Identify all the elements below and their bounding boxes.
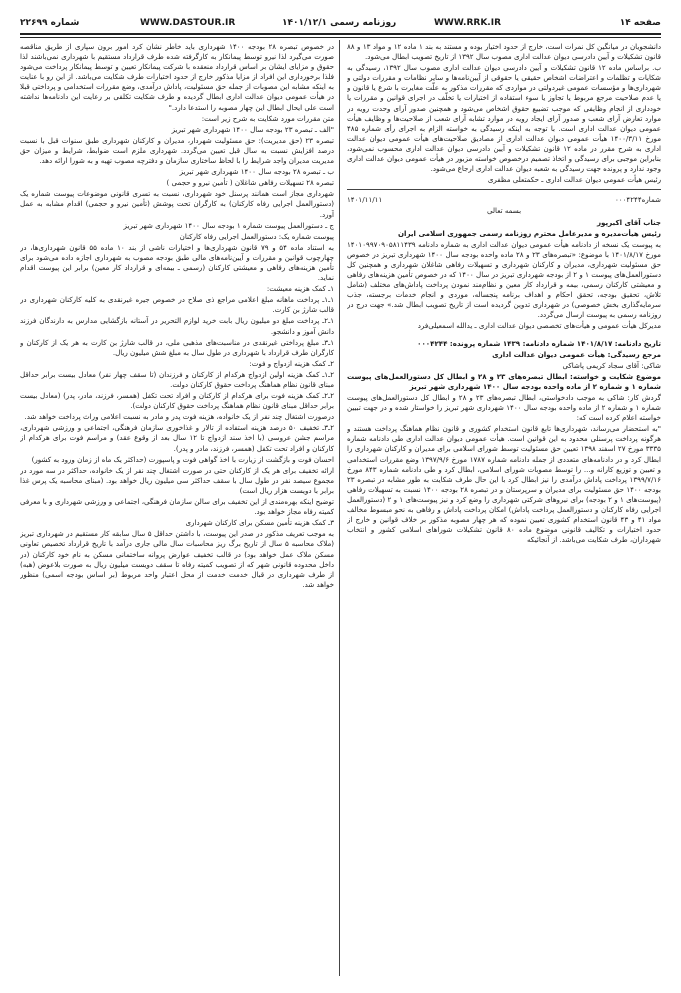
paragraph: ۱ـ۳ـ مبلغ پرداختی غیرنقدی در مناسبت‌های مذهبی ملی، در قالب شارژ بن کارت به هر یک از کارکنان و کارگران طرف قرارداد با شهرداری در طول سال به مبلغ شش میلیون ریال. [20, 337, 334, 357]
section-divider [347, 189, 661, 190]
signature-line: مدیرکل هیأت عمومی و هیأت‌های تخصصی دیوان عدالت اداری ـ یدالله اسمعیلی‌فرد [417, 321, 661, 331]
addressee: جناب آقای اکبرپور [596, 217, 661, 227]
paragraph: به موجب تعریف مذکور در صدر این پیوست، با داشتن حداقل ۵ سال سابقه کار مستقیم در شهرداری تبریز (ملاک محاسبه ۵ سال از تاریخ برگ ریز محاسبات سال مالی جاری درآمد با تاریخ قرارداد تخصیص تعاونی مسکن ملاک عمل خواهد بود) در قالب تخفیف عوارض پروانه ساختمانی مسکن به نام خود کارکنان (در داخل محدوده قانونی شهر که از تصویب کمیته رفاه تا سقف دویست میلیون ریال به صورت بلاعوض (هبه) از طرف شهرداری در قبال خدمت خدمت از محل اعتبار واحد مربوط (بر اساس بودجه اسمی) منظور خواهد شد. [20, 529, 334, 589]
paragraph: احسان فوت و بازگشت از زیارت با اخذ گواهی فوت و پاسپورت (حداکثر یک ماه از زمان ورود به کشور) [31, 454, 334, 464]
paragraph: شهرداری مجاز است همانند پرسنل خود شهرداری، نسبت به تسری قانونی موضوعات پیوست شماره یک (دستورالعمل اجرایی رفاه کارکنان) به کارگران تحت پوشش (تأمین نیرو و حجمی) اقدام مشابه به عمل آورد. [20, 189, 334, 219]
paragraph: ۳ـ کمک هزینه تأمین مسکن برای کارکنان شهرداری [185, 518, 334, 528]
paragraph: ۲ـ کمک هزینه ازدواج و فوت: [249, 358, 334, 368]
paragraph: متن مقررات مورد شکایت به شرح زیر است: [201, 113, 334, 123]
paragraph: در خصوص تبصره ۲۸ بودجه ۱۴۰۰ شهرداری باید خاطر نشان کرد امور برون سپاری از طریق مناقصه صورت می‌گیرد لذا نیرو توسط پیمانکار به کارگرفته شده طرف قرارداد مستقیم با شهرداری نمی‌باشند لذا حقوق و مزایای ایشان بر اساس قرارداد منعقده با شرکت پیمانکار تعیین و توسط پیمانکار پرداخت می‌شود فلذا برخورداری این افراد از مزایا مذکور خارج از حدود اختیارات طرف شکایت می‌باشد. از این رو با عنایت به اینکه مشابه این مصوبات از جمله حق مسئولیت، پاداش درآمدی، وضع مقررات استخدامی و پرداختی قبلا در هیأت عمومی دیوان عدالت اداری ابطال گردیده و طرف شکایت تکلفی بر رعایت این دادنامه‌ها نداشته است علی ایحال ابطال این چهار مصوبه را استدعا دارد." [20, 42, 334, 112]
paragraph: تبصره ۲۳ (حق مدیریت): حق مسئولیت شهردار، مدیران و کارکنان شهرداری طبق سنوات قبل با نسبت درصد افزایش نسبت به سال قبل تعیین می‌گردد. شهرداری ملزم است ضوابط، شرایط و میزان حق مدیریت مدیران واجد شرایط را با لحاظ ساختاری سازمان و دفترچه مصوب تهیه و به شورا ارائه دهد. [20, 135, 334, 166]
page-header [20, 18, 661, 32]
issue-date-title: روزنامه رسمی ۱۴۰۱/۱۲/۱ [282, 18, 397, 28]
paragraph: ۱ـ۲ـ پرداخت مبلغ دو میلیون ریال بابت خرید لوازم التحریر در آستانه بازگشایی مدارس به دارندگان فرزند دانش آموز و دانشجو. [20, 316, 334, 336]
page-number-label: صفحه ۱۴ [619, 18, 661, 28]
right-column [347, 42, 661, 976]
paragraph: گردش کار: شاکی به موجب دادخواستی، ابطال تبصره‌های ۲۳ و ۲۸ و ابطال کل دستورالعمل‌های پیوست شماره ۱ و شماره ۲ از ماده واحده بودجه سال ۱۴۰۰ شهرداری شهر تبریز را خواستار شده و در جهت تبیین خواسته اعلام کرده است که: [347, 393, 661, 423]
paragraph: دانشجویان در میانگین کل نمرات است، خارج از حدود اختیار بوده و مستند به بند ۱ ماده ۱۲ و مواد ۱۳ و ۸۸ قانون تشکیلات و آیین دادرسی دیوان عدالت اداری مصوب سال ۱۳۹۲ از تاریخ تصویب ابطال می‌شود. [347, 42, 661, 62]
paragraph: ارائه تخفیف برای هر یک از کارکنان حتی در صورت اشتغال چند نفر از یک خانواده، حداکثر در سه مورد در مجموع سیصد نفر در طول سال با سقف حداکثر سی میلیون ریال خواهد بود. (مبنای محاسبه یک پرس غذا برابر با دویست هزار ریال است) [20, 465, 334, 495]
header-rule-thin [20, 37, 661, 38]
paragraph: ۱ـ۱ـ پرداخت ماهانه مبلغ اعلامی مراجع ذی صلاح در خصوص جیره غیرنقدی به کلیه کارکنان شهرداری در قالب شارژ بن کارت. [20, 295, 334, 315]
header-rule [20, 33, 661, 35]
paragraph: "به استحضار می‌رساند، شهرداری‌ها تابع قانون استخدام کشوری و قانون نظام هماهنگ پرداخت هستند و هرگونه پرداخت پرسنلی محدود به این قوانین است. هیأت عمومی دیوان عدالت اداری طی دادنامه شماره ۳۳۳۵ مورخ ۲۷ اسفند ۱۳۹۸ تعیین حق مسئولیت توسط شورای اسلامی برای مدیران و کارکنان شهرداری را ابطال کرد و در دادنامه‌های متعددی از جمله دادنامه شماره ۱۷۸۷ مورخ ۱۳۹۷/۹/۶ وضع مقررات استخدامی و تعیین و توزیع کارانه و... را توسط مصوبات شورای اسلامی، ابطال کرد و طی دادنامه شماره ۸۴۳ مورخ ۱۳۹۹/۷/۱۶ پرداخت پاداش درآمدی را نیز ابطال کرد با این حال طرف شکایت به طور مشابه در تبصره ۲۳ بودجه ۱۴۰۰ حق مسئولیت برای مدیران و سرپرستان و در تبصره ۲۸ بودجه ۱۴۰۰ نسبت به تسهیلات رفاهی (پیوست‌های ۱ و ۲ بودجه) برای نیروهای شرکتی شهرداری را وضع کرد و نیز پیوست‌های ۱ و ۲ (دستورالعمل اجرایی رفاه کارکنان و دستورالعمل پرداخت پاداش) امکان پرداخت پاداش و رفاهی به نحو مبسوط مخالف مواد ۴۱ و ۴۳ قانون استخدام کشوری تعیین نموده که هر چهار مصوبه مذکور بر خلاف قوانین و خارج از حدود اختیارات و تکالیف قانونی موضوع ماده ۸۰ قانون تشکیلات شوراهای اسلامی کشور و انتخاب شهرداران، طرف شکایت می‌باشد. از آنجائیکه [347, 424, 661, 545]
paragraph: تبصره ۲۸ تسهیلات رفاهی شاغلان ( تأمین نیرو و حجمی ) [166, 178, 334, 188]
paragraph: به استناد ماده ۵۴ و ۷۹ قانون شهرداری‌ها و اختیارات ناشی از بند ۱۰ ماده ۵۵ قانون شهرداری‌ها، در چهارچوب قوانین و مقررات و آیین‌نامه‌های مالی طبق بودجه مصوب به شهرداری اجازه داده می‌شود برای تأمین هزینه‌های رفاهی و معیشتی کارکنان (رسمی ـ بیمه‌ای و قرارداد کار معین) برابر این پیوست اقدام نماید. [20, 242, 334, 283]
paragraph: ۲ـ۱ـ کمک هزینه اولین ازدواج هرکدام از کارکنان و فرزندان (تا سقف چهار نفر) معادل بیست برابر حداقل مبنای قانون نظام هماهنگ پرداخت حقوق کارکنان دولت. [20, 369, 334, 389]
signature-line: رئیس هیأت عمومی دیوان عدالت اداری ـ حکمتعلی مظفری [487, 175, 661, 185]
ruling-meta: تاریخ دادنامه: ۱۴۰۱/۸/۱۷ شماره دادنامه: ۱۴۳۹ شماره پرونده: ۰۰۰۴۲۴۴ [417, 338, 661, 348]
paragraph: ب. براساس ماده ۱۲ قانون تشکیلات و آیین دادرسی دیوان عدالت اداری مصوب سال ۱۳۹۲، رسیدگی به شکایات و تظلمات و اعتراضات اشخاص حقیقی یا حقوقی از آیین‌نامه‌ها و سایر نظامات و مقررات دولتی و شهرداری‌ها و مؤسسات عمومی غیردولتی در مواردی که مقررات مذکور به علّت مغایرت با شرع یا قانون و یا عدم صلاحیت مرجع مربوط یا تجاوز یا سوء استفاده از اختیارات یا تخلّف در اجرای قوانین و مقررات یا خودداری از انجام وظایفی که موجب تضییع حقوق اشخاص می‌شود و همچنین صدور آرای وحدت رویه در موارد تعارض آرای شعب و صدور آرای ایجاد رویه در موارد تشابه آرای شعب از صلاحیت‌ها و وظایف هیأت عمومی دیوان عدالت اداری است. با توجه به اینکه رسیدگی به خواسته الزام به اجرای رأی شماره ۴۸۵ مورخ ۱۴۰۰/۳/۱۱ هیأت عمومی دیوان عدالت اداری از مصادیق صلاحیت‌های هیأت عمومی دیوان عدالت اداری به شرح مقرر در ماده ۱۲ قانون تشکیلات و آیین دادرسی دیوان عدالت اداری محسوب نمی‌شود، بنابراین موجبی برای رسیدگی و اتخاذ تصمیم درخصوص خواسته مزبور در هیأت عمومی دیوان عدالت اداری وجود ندارد و پرونده جهت رسیدگی به شعبه دیوان عدالت اداری ارجاع می‌شود. [347, 63, 661, 174]
left-column [20, 42, 334, 976]
reference-line [347, 195, 661, 205]
paragraph: درصورت اشتغال چند نفر از یک خانواده، هزینه فوت پدر و مادر به نسبت اعلامی وراث پرداخت خواهد شد. [24, 412, 334, 422]
paragraph: پیوست شماره یک: دستورالعمل اجرایی رفاه کارکنان [179, 231, 334, 241]
paragraph: توضیح اینکه بهره‌مندی از این تخفیف برای سالن سازمان فرهنگی، اجتماعی و ورزشی شهرداری و با معرفی کمیته رفاه مجاز خواهد بود. [20, 497, 334, 517]
basmala: بسمه تعالی [486, 206, 522, 216]
site-url-rrk[interactable]: WWW.RRK.IR [434, 18, 501, 28]
paragraph: ۲ـ۳ـ تخفیف ۵۰ درصد هزینه استفاده از تالار و غذاخوری سازمان فرهنگی، اجتماعی و ورزشی شهرداری، مراسم جشن عروسی (با اخذ سند ازدواج تا ۱۲ سال بعد از وقوع عقد) و مراسم فوت برای هرکدام از کارکنان و افراد تحت تکفل (همسر، فرزند، مادر و پدر). [20, 423, 334, 453]
paragraph: به پیوست یک نسخه از دادنامه هیأت عمومی دیوان عدالت اداری به شماره دادنامه ۱۴۰۱۰۹۹۷۰۹۰۵۸۱۱۴۳۹ مورخ ۱۴۰۱/۸/۱۷ با موضوع: «تبصره‌های ۲۳ و ۲۸ ماده واحده بودجه سال ۱۴۰۰ شهرداری تبریز در خصوص حق مسئولیت شهرداری، مدیران و کارکنان شهرداری و تسهیلات رفاهی شاغلان شهرداری و همچنین کل دستورالعمل‌های پیوست ۱ و ۲ از بودجه شهرداری تبریز در سال ۱۴۰۰ که در خصوص تأمین هزینه‌های رفاهی و معیشتی کارکنان رسمی، بیمه و قرارداد کار معین و نظام‌مند نمودن پرداخت پاداش‌های مختلف (شامل تلاش، تحقیق بودجه، تحقق احکام و اهداف برنامه پنجساله، موردی و انجام خدمات برجسته، جذب سرمایه‌گذاری بخش خصوصی) در شهرداری تدوین گردیده است از تاریخ تصویب ابطال شد.» جهت درج در روزنامه رسمی به پیوست ارسال می‌گردد. [347, 239, 661, 320]
paragraph: ج ـ دستورالعمل پیوست شماره ۱ بودجه سال ۱۴۰۰ شهرداری شهر تبریز [123, 220, 334, 230]
paragraph: ب ـ تبصره ۲۸ بودجه سال ۱۴۰۰ شهرداری شهر تبریز [179, 167, 334, 177]
paragraph: ۲ـ۲ـ کمک هزینه فوت برای هرکدام از کارکنان و افراد تحت تکفل (همسر، فرزند، مادر، پدر) (معادل بیست برابر حداقل مبنای قانون نظام هماهنگ پرداخت حقوق کارکنان دولت). [20, 391, 334, 411]
paragraph: "الف ـ تبصره ۲۳ بودجه سال ۱۴۰۰ شهرداری شهر تبریز [171, 124, 334, 134]
column-divider [339, 40, 340, 976]
paragraph: ۱ـ کمک هزینه معیشت: [266, 284, 334, 294]
plaintiff: شاکی: آقای سجاد کریمی پاشاکی [562, 360, 661, 370]
complaint-subject: موضوع شکایت و خواسته: ابطال تبصره‌های ۲۳ و ۲۸ و ابطال کل دستورالعمل‌های پیوست شماره ۱ و شماره ۲ از ماده واحده بودجه سال ۱۴۰۰ شهرداری شهر تبریز [347, 371, 661, 391]
addressee-title: رئیس هیأت‌مدیره و مدیرعامل محترم روزنامه رسمی جمهوری اسلامی ایران [397, 228, 661, 238]
site-url-dastour[interactable]: WWW.DASTOUR.IR [140, 18, 236, 28]
letter-number: شماره۰۰۰۴۲۴۴ [614, 195, 661, 205]
letter-date: ۱۴۰۱/۱۱/۱۱ [347, 195, 383, 205]
ruling-authority: مرجع رسیدگی: هیأت عمومی دیوان عدالت اداری [492, 349, 661, 359]
issue-number: شماره ۲۲۶۹۹ [20, 18, 80, 28]
